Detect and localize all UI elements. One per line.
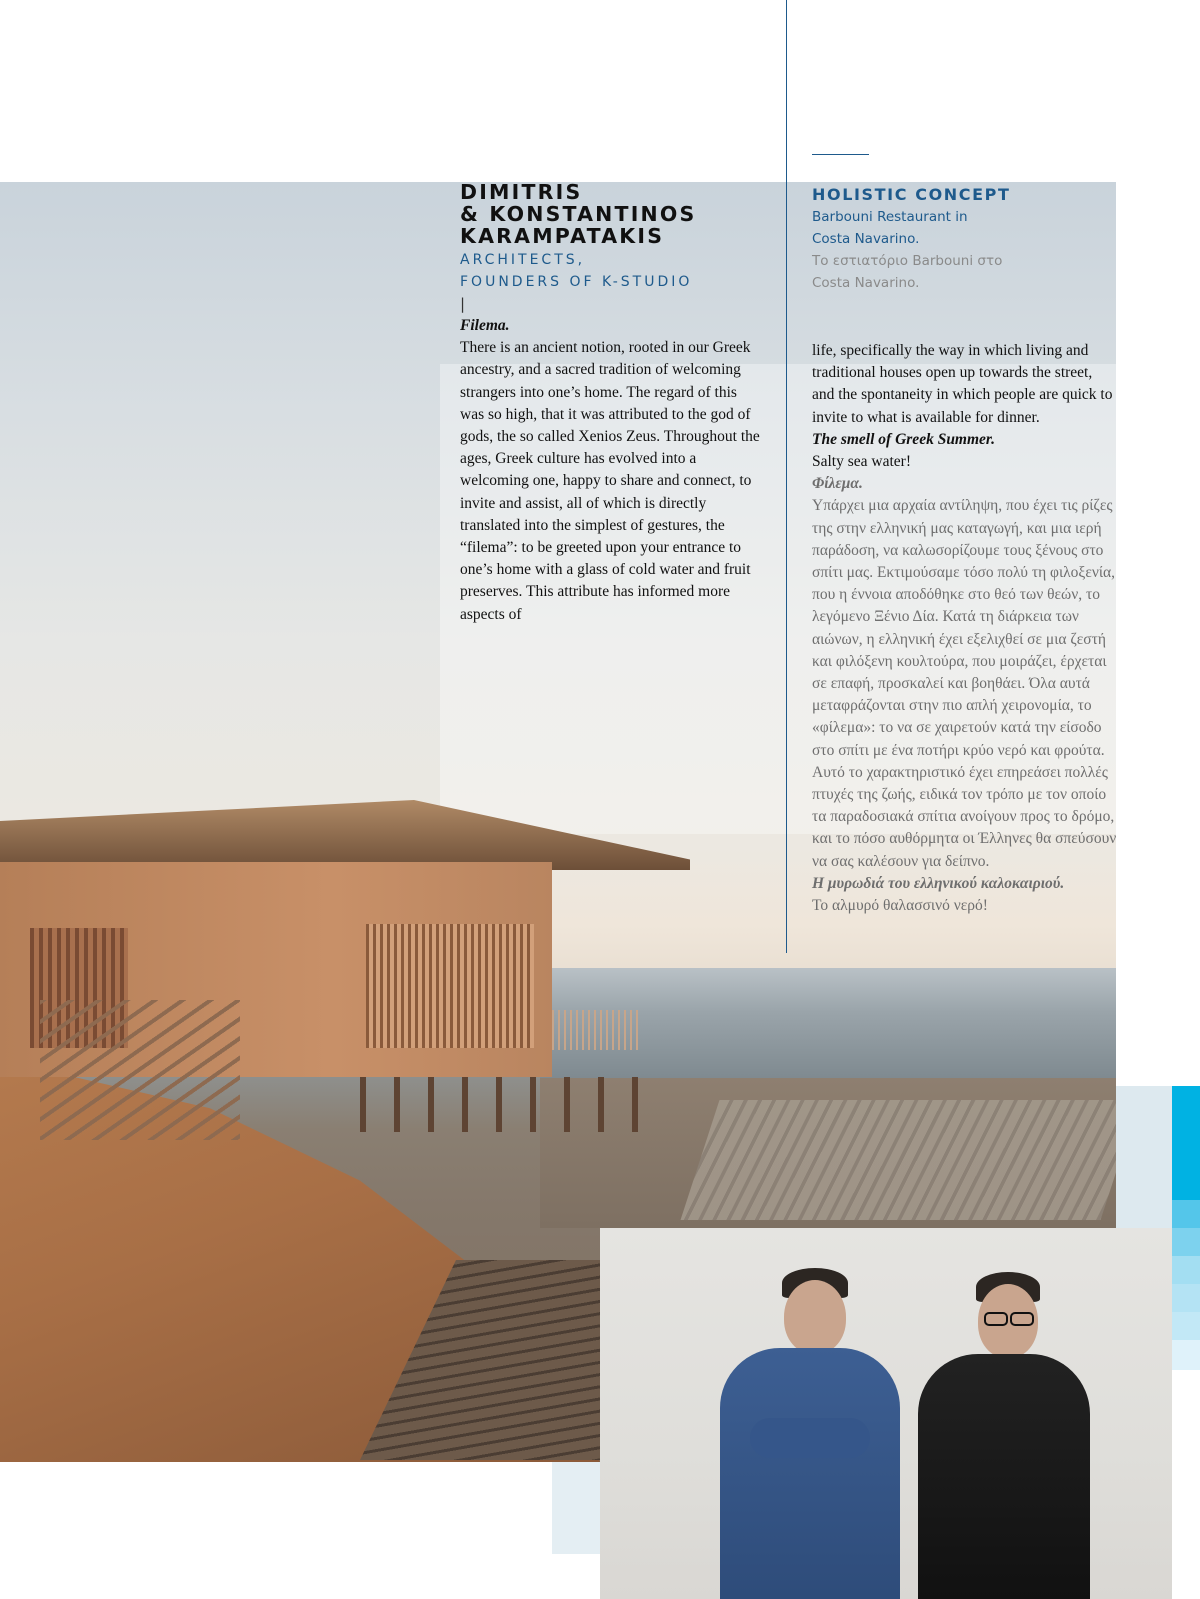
article-paragraph-continued: life, specifically the way in which living and traditional houses open up towards the street, and the spontaneity in which people are quick to invite to what is available for dinner.: [812, 342, 1113, 426]
color-swatch: [1172, 1256, 1200, 1284]
article-paragraph: There is an ancient notion, rooted in our Greek ancestry, and a sacred tradition of welcoming strangers into one’s home. The regard of this was so high, that it was attributed to the god of gods, the so called Xenios Zeus. Throughout the ages, Greek culture has evolved into a welcoming one, happy to share and connect, to invite and assist, all of which is directly translated into the simplest of gestures, the “filema”: to be greeted upon your entrance to one’s home with a glass of cold water and fruit preserves. This attribute has informed more aspects of: [460, 339, 760, 623]
concept-subtitle-en: Barbouni Restaurant in Costa Navarino.: [812, 209, 968, 247]
article-paragraph-greek: Υπάρχει μια αρχαία αντίληψη, που έχει τις ρίζες της στην ελληνική μας καταγωγή, και μια ιερή παράδοση, να καλωσορίζουμε τους ξένους στο σπίτι μας. Εκτιμούσαμε τόσο πολύ τη φιλοξενία, που η έννοια αποδόθηκε στο θεό των θεών, το λεγόμενο Ξένιο Δία. Κατά τη διάρκεια των αιώνων, η ελληνική έχει εξελιχθεί σε μια ζεστή και φιλόξενη κουλτούρα, που μοιράζει, έρχεται σε επαφή, προσκαλεί και βοηθάει. Όλα αυτά μεταφράζονται στην πιο απλή χειρονομία, το «φίλεμα»: το να σε χαιρετούν κατά την είσοδο στο σπίτι με ένα ποτήρι κρύο νερό και φρούτα. Αυτό το χαρακτηριστικό έχει επηρεάσει πολλές πτυχές της ζωής, ειδικά τον τρόπο με τον οποίο τα παραδοσιακά σπίτια ανοίγουν προς το δρόμο, και το πόσο αυθόρμητα οι Έλληνες θα σπεύσουν να σας καλέσουν για δείπνο.: [812, 497, 1117, 870]
article-closing-greek: Το αλμυρό θαλασσινό νερό!: [812, 897, 988, 915]
color-swatch: [1172, 1200, 1200, 1228]
separator: |: [460, 295, 466, 313]
person-right: [918, 1272, 1090, 1599]
pavilion-roof: [0, 800, 690, 870]
decorative-block: [1116, 1086, 1172, 1230]
color-swatch: [1172, 1228, 1200, 1256]
architects-portrait-photo: [600, 1228, 1172, 1599]
color-swatch: [1172, 1284, 1200, 1312]
architects-role: ARCHITECTS, FOUNDERS OF K-STUDIO: [460, 252, 693, 290]
article-heading-greek: Φίλεμα.: [812, 475, 863, 493]
color-swatch: [1172, 1312, 1200, 1340]
pavilion-stairs: [40, 1000, 240, 1140]
article-subheading: The smell of Greek Summer.: [812, 430, 995, 448]
color-swatch: [1172, 1340, 1200, 1370]
article-heading: Filema.: [460, 317, 510, 334]
heading-rule: [812, 154, 869, 155]
pavilion-louvers: [366, 924, 534, 1048]
concept-column: [812, 184, 1117, 917]
pavilion-stilts: [360, 1077, 660, 1132]
person-left: [720, 1268, 900, 1599]
decorative-block: [552, 1462, 602, 1554]
article-subheading-greek: Η μυρωδιά του ελληνικού καλοκαιριού.: [812, 874, 1065, 892]
beach-boardwalk: [681, 1100, 1140, 1220]
article-continued: [812, 340, 1117, 917]
concept-title: HOLISTIC CONCEPT: [812, 185, 1011, 204]
pavilion-railing: [552, 1010, 642, 1050]
color-swatch: [1172, 1086, 1200, 1200]
profile-column: [460, 181, 760, 626]
beach-pavilion: [0, 800, 700, 1140]
concept-subtitle-gr: Το εστιατόριο Barbouni στο Costa Navarino.: [812, 253, 1003, 291]
article-closing: Salty sea water!: [812, 453, 911, 471]
article-english: [460, 315, 760, 626]
architects-name: DIMITRIS & KONSTANTINOS KARAMPATAKIS: [460, 180, 697, 248]
column-divider: [786, 0, 787, 953]
